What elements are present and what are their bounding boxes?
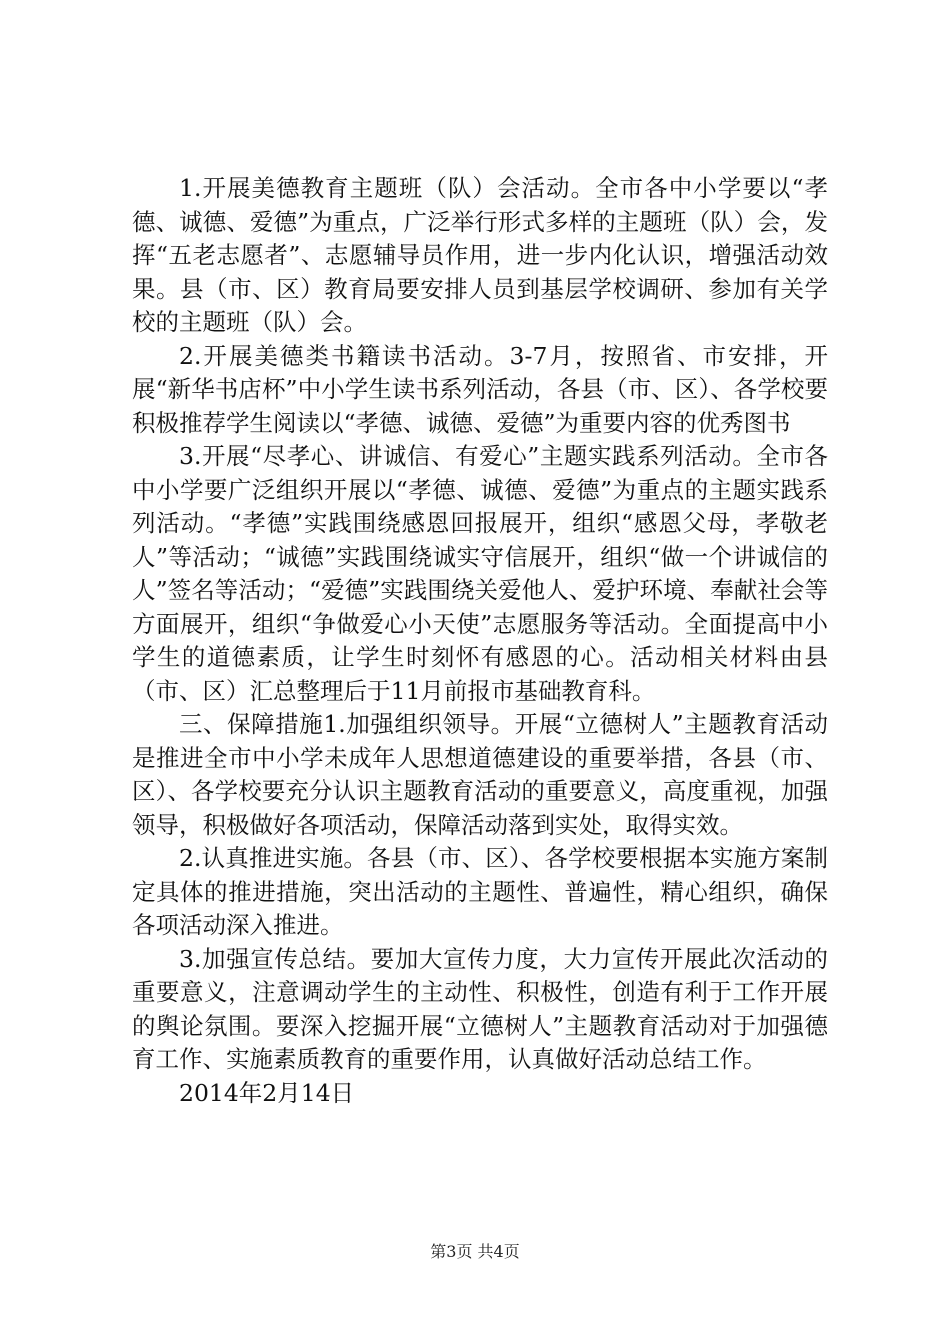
- document-date: 2014年2月14日: [179, 1078, 355, 1107]
- paragraph-theme-class-meeting: 1.开展美德教育主题班（队）会活动。全市各中小学要以“孝德、诚德、爱德”为重点，广泛举行形式多样的主题班（队）会，发挥“五老志愿者”、志愿辅导员作用，进一步内化认识，增强活动效果。县（市、区）教育局要安排人员到基层学校调研、参加有关学校的主题班（队）会。: [132, 174, 828, 336]
- document-body: [132, 172, 828, 1110]
- paragraph-implementation: 2.认真推进实施。各县（市、区）、各学校要根据本实施方案制定具体的推进措施，突出活动的主题性、普遍性，精心组织，确保各项活动深入推进。: [132, 844, 828, 939]
- paragraph-practice-activity: 3.开展“尽孝心、讲诚信、有爱心”主题实践系列活动。全市各中小学要广泛组织开展以“孝德、诚德、爱德”为重点的主题实践系列活动。“孝德”实践围绕感恩回报展开，组织“感恩父母，孝敬老人”等活动；“诚德”实践围绕诚实守信展开，组织“做一个讲诚信的人”签名等活动；“爱德”实践围绕关爱他人、爱护环境、奉献社会等方面展开，组织“争做爱心小天使”志愿服务等活动。全面提高中小学生的道德素质，让学生时刻怀有感恩的心。活动相关材料由县（市、区）汇总整理后于11月前报市基础教育科。: [132, 442, 828, 705]
- paragraph-reading-activity: 2.开展美德类书籍读书活动。3-7月，按照省、市安排，开展“新华书店杯”中小学生读书系列活动，各县（市、区）、各学校要积极推荐学生阅读以“孝德、诚德、爱德”为重要内容的优秀图书: [132, 341, 828, 437]
- paragraph-safeguard-organization: 三、保障措施1.加强组织领导。开展“立德树人”主题教育活动是推进全市中小学未成年人思想道德建设的重要举措，各县（市、区）、各学校要充分认识主题教育活动的重要意义，高度重视，加强领导，积极做好各项活动，保障活动落到实处，取得实效。: [132, 710, 828, 839]
- page-number-footer: 第3页 共4页: [430, 1242, 520, 1261]
- paragraph-publicity-summary: 3.加强宣传总结。要加大宣传力度，大力宣传开展此次活动的重要意义，注意调动学生的主动性、积极性，创造有利于工作开展的舆论氛围。要深入挖掘开展“立德树人”主题教育活动对于加强德育工作、实施素质教育的重要作用，认真做好活动总结工作。: [132, 944, 828, 1073]
